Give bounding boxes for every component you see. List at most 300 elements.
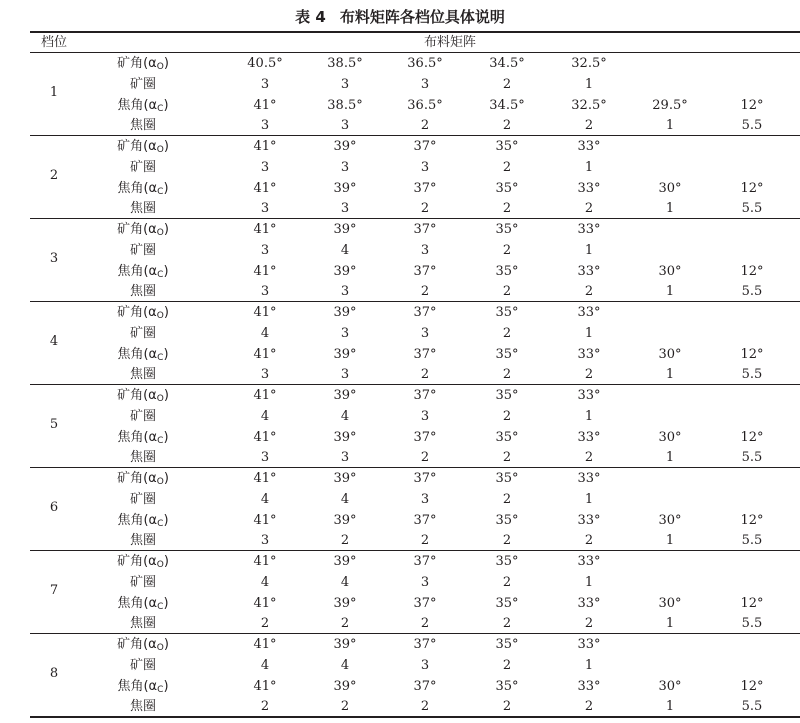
matrix-cell: 39° [333, 554, 357, 569]
matrix-cell: 5.5 [741, 367, 763, 383]
matrix-cell: 33° [577, 429, 601, 445]
matrix-cell: 3 [260, 159, 270, 175]
matrix-cell: 4 [340, 491, 350, 507]
matrix-cell: 4 [260, 408, 270, 424]
row-label-subscript: C [157, 601, 164, 612]
gear-number: 4 [49, 333, 59, 349]
matrix-cell: 37° [413, 678, 437, 694]
matrix-cell: 37° [413, 429, 437, 445]
matrix-cell: 2 [420, 699, 430, 715]
matrix-cell: 1 [584, 657, 594, 673]
matrix-cell: 34.5° [489, 97, 525, 113]
matrix-cell: 3 [260, 533, 270, 549]
matrix-cell: 41° [253, 429, 277, 445]
matrix-cell: 39° [333, 512, 357, 528]
row-label-text: 焦圈 [129, 201, 157, 217]
matrix-cell: 2 [260, 616, 270, 632]
matrix-cell: 37° [413, 512, 437, 528]
row-label-text: 矿角(α [117, 471, 157, 486]
gear-number: 8 [49, 665, 59, 681]
row-label-subscript: C [157, 103, 164, 114]
row-label-paren: ) [163, 305, 169, 320]
row-label-paren: ) [163, 56, 169, 71]
matrix-cell: 38.5° [327, 97, 363, 113]
row-label-coke-ring [130, 533, 156, 549]
matrix-cell: 2 [502, 325, 512, 341]
row-label-coke-ring [130, 699, 156, 715]
matrix-cell: 33° [577, 139, 601, 154]
row-label-ore-ring [130, 243, 156, 259]
matrix-cell: 3 [340, 367, 350, 383]
gear-number: 1 [49, 84, 59, 100]
matrix-cell: 1 [584, 408, 594, 424]
matrix-cell: 2 [584, 450, 594, 466]
group-rule [30, 467, 800, 468]
matrix-cell: 35° [495, 429, 519, 445]
row-label-coke-ring [130, 284, 156, 300]
row-label-ore-angle [117, 554, 169, 573]
matrix-cell: 3 [340, 325, 350, 341]
matrix-cell: 33° [577, 512, 601, 528]
row-label-coke-angle [117, 181, 168, 200]
matrix-cell: 3 [260, 367, 270, 383]
matrix-cell: 39° [333, 471, 357, 486]
row-label-ore-ring [130, 326, 156, 342]
row-label-text: 焦角(α [117, 263, 158, 279]
matrix-cell: 37° [413, 263, 437, 279]
matrix-cell: 12° [740, 97, 764, 113]
matrix-cell: 2 [502, 657, 512, 673]
row-label-coke-angle [117, 513, 168, 532]
row-label-ore-ring [130, 492, 156, 508]
matrix-cell: 3 [420, 76, 430, 92]
row-label-paren: ) [163, 678, 169, 694]
matrix-cell: 2 [502, 450, 512, 466]
matrix-cell: 2 [502, 284, 512, 300]
matrix-cell: 2 [420, 450, 430, 466]
matrix-cell: 2 [420, 616, 430, 632]
row-label-ore-angle [117, 139, 169, 158]
row-label-text: 矿圈 [129, 491, 157, 507]
matrix-cell: 37° [413, 554, 437, 569]
row-label-ore-ring [130, 160, 156, 176]
matrix-cell: 37° [413, 595, 437, 611]
matrix-cell: 2 [502, 76, 512, 92]
matrix-cell: 33° [577, 595, 601, 611]
matrix-cell: 39° [333, 263, 357, 279]
row-label-coke-angle [117, 347, 168, 366]
matrix-cell: 35° [495, 305, 519, 320]
matrix-cell: 35° [495, 637, 519, 652]
row-label-coke-angle [117, 596, 168, 615]
matrix-cell: 35° [495, 595, 519, 611]
matrix-cell: 12° [740, 595, 764, 611]
row-label-text: 矿角(α [117, 388, 157, 403]
row-label-subscript: C [157, 186, 164, 197]
row-label-text: 矿圈 [129, 159, 157, 175]
matrix-cell: 4 [260, 325, 270, 341]
row-label-paren: ) [163, 139, 169, 154]
matrix-cell: 41° [253, 305, 277, 320]
matrix-cell: 41° [253, 180, 277, 196]
matrix-cell: 41° [253, 637, 277, 652]
row-label-paren: ) [163, 471, 169, 486]
matrix-cell: 37° [413, 637, 437, 652]
row-label-text: 矿角(α [117, 222, 157, 237]
row-label-subscript: O [156, 228, 164, 238]
matrix-cell: 2 [502, 201, 512, 217]
matrix-cell: 2 [584, 118, 594, 134]
row-label-text: 焦圈 [129, 284, 157, 300]
matrix-cell: 2 [584, 201, 594, 217]
row-label-coke-ring [130, 201, 156, 217]
header-matrix: 布料矩阵 [423, 35, 477, 50]
matrix-cell: 33° [577, 554, 601, 569]
matrix-cell: 3 [340, 118, 350, 134]
matrix-cell: 3 [420, 242, 430, 258]
row-label-ore-ring [130, 575, 156, 591]
matrix-cell: 5.5 [741, 284, 763, 300]
row-label-text: 矿角(α [117, 305, 157, 320]
matrix-cell: 39° [333, 222, 357, 237]
group-rule [30, 633, 800, 634]
row-label-paren: ) [163, 263, 169, 279]
matrix-cell: 3 [340, 450, 350, 466]
row-label-text: 矿圈 [129, 76, 157, 92]
matrix-cell: 34.5° [489, 56, 525, 71]
row-label-text: 焦角(α [117, 429, 158, 445]
matrix-cell: 2 [420, 284, 430, 300]
matrix-cell: 30° [658, 429, 682, 445]
matrix-cell: 3 [420, 325, 430, 341]
matrix-cell: 1 [584, 491, 594, 507]
row-label-coke-angle [117, 264, 168, 283]
row-label-coke-ring [130, 367, 156, 383]
matrix-cell: 35° [495, 471, 519, 486]
matrix-cell: 1 [584, 159, 594, 175]
matrix-cell: 3 [420, 408, 430, 424]
matrix-cell: 3 [340, 76, 350, 92]
row-label-text: 焦圈 [129, 118, 157, 134]
matrix-cell: 1 [665, 118, 675, 134]
row-label-subscript: O [156, 477, 164, 487]
gear-number: 3 [49, 250, 59, 266]
matrix-cell: 39° [333, 429, 357, 445]
matrix-cell: 38.5° [327, 56, 363, 71]
matrix-cell: 4 [340, 242, 350, 258]
matrix-cell: 30° [658, 180, 682, 196]
matrix-cell: 12° [740, 180, 764, 196]
matrix-cell: 39° [333, 346, 357, 362]
matrix-cell: 4 [260, 491, 270, 507]
matrix-cell: 33° [577, 305, 601, 320]
matrix-cell: 1 [665, 201, 675, 217]
row-label-paren: ) [163, 97, 169, 113]
row-label-ore-ring [130, 658, 156, 674]
row-label-subscript: O [156, 62, 164, 72]
row-label-text: 焦角(α [117, 97, 158, 113]
matrix-cell: 2 [584, 284, 594, 300]
matrix-cell: 12° [740, 346, 764, 362]
matrix-cell: 33° [577, 388, 601, 403]
matrix-cell: 35° [495, 346, 519, 362]
matrix-cell: 39° [333, 678, 357, 694]
row-label-subscript: C [157, 352, 164, 363]
row-label-subscript: O [156, 311, 164, 321]
row-label-text: 焦圈 [129, 367, 157, 383]
matrix-cell: 36.5° [407, 56, 443, 71]
matrix-cell: 2 [584, 367, 594, 383]
header-gear: 档位 [40, 35, 68, 50]
matrix-cell: 41° [253, 388, 277, 403]
row-label-ore-angle [117, 471, 169, 490]
row-label-ore-angle [117, 388, 169, 407]
row-label-subscript: C [157, 435, 164, 446]
row-label-subscript: O [156, 560, 164, 570]
row-label-coke-ring [130, 450, 156, 466]
matrix-cell: 29.5° [652, 97, 688, 113]
row-label-ore-angle [117, 222, 169, 241]
row-label-paren: ) [163, 554, 169, 569]
matrix-cell: 32.5° [571, 97, 607, 113]
matrix-cell: 39° [333, 180, 357, 196]
header-rule [30, 52, 800, 53]
group-rule [30, 135, 800, 136]
matrix-cell: 39° [333, 139, 357, 154]
matrix-cell: 3 [340, 284, 350, 300]
matrix-cell: 3 [420, 657, 430, 673]
matrix-cell: 33° [577, 471, 601, 486]
matrix-cell: 12° [740, 678, 764, 694]
matrix-cell: 1 [665, 450, 675, 466]
matrix-cell: 3 [260, 76, 270, 92]
row-label-subscript: O [156, 643, 164, 653]
matrix-cell: 2 [340, 616, 350, 632]
matrix-cell: 5.5 [741, 533, 763, 549]
matrix-cell: 4 [340, 574, 350, 590]
matrix-cell: 35° [495, 180, 519, 196]
row-label-text: 焦角(α [117, 512, 158, 528]
matrix-cell: 39° [333, 595, 357, 611]
matrix-cell: 2 [502, 491, 512, 507]
matrix-cell: 2 [584, 616, 594, 632]
matrix-cell: 37° [413, 180, 437, 196]
row-label-text: 焦角(α [117, 595, 158, 611]
row-label-text: 焦圈 [129, 450, 157, 466]
matrix-cell: 12° [740, 263, 764, 279]
matrix-cell: 2 [502, 367, 512, 383]
matrix-cell: 2 [340, 533, 350, 549]
matrix-cell: 41° [253, 222, 277, 237]
row-label-paren: ) [163, 429, 169, 445]
matrix-cell: 37° [413, 471, 437, 486]
gear-number: 5 [49, 416, 59, 432]
row-label-text: 焦角(α [117, 180, 158, 196]
row-label-coke-angle [117, 679, 168, 698]
row-label-text: 矿圈 [129, 574, 157, 590]
matrix-cell: 2 [502, 533, 512, 549]
matrix-cell: 39° [333, 388, 357, 403]
gear-number: 2 [49, 167, 59, 183]
matrix-cell: 5.5 [741, 118, 763, 134]
matrix-cell: 41° [253, 263, 277, 279]
matrix-cell: 39° [333, 305, 357, 320]
row-label-text: 焦圈 [129, 533, 157, 549]
matrix-cell: 4 [340, 408, 350, 424]
matrix-cell: 30° [658, 678, 682, 694]
table-number: 表 4 [295, 8, 326, 26]
matrix-cell: 2 [420, 533, 430, 549]
matrix-cell: 1 [584, 574, 594, 590]
row-label-text: 焦角(α [117, 346, 158, 362]
row-label-paren: ) [163, 222, 169, 237]
matrix-cell: 37° [413, 346, 437, 362]
row-label-paren: ) [163, 595, 169, 611]
matrix-cell: 41° [253, 97, 277, 113]
matrix-cell: 3 [260, 201, 270, 217]
matrix-cell: 2 [502, 574, 512, 590]
row-label-text: 矿角(α [117, 637, 157, 652]
row-label-coke-angle [117, 98, 168, 117]
matrix-cell: 2 [502, 118, 512, 134]
row-label-coke-ring [130, 616, 156, 632]
matrix-cell: 35° [495, 678, 519, 694]
matrix-cell: 35° [495, 554, 519, 569]
matrix-cell: 1 [584, 76, 594, 92]
matrix-cell: 33° [577, 222, 601, 237]
matrix-cell: 2 [420, 367, 430, 383]
matrix-cell: 2 [584, 533, 594, 549]
matrix-cell: 5.5 [741, 201, 763, 217]
matrix-cell: 3 [420, 491, 430, 507]
matrix-cell: 32.5° [571, 56, 607, 71]
matrix-cell: 2 [502, 616, 512, 632]
matrix-cell: 41° [253, 139, 277, 154]
group-rule [30, 550, 800, 551]
matrix-cell: 1 [665, 699, 675, 715]
row-label-paren: ) [163, 512, 169, 528]
matrix-cell: 2 [502, 242, 512, 258]
row-label-subscript: O [156, 394, 164, 404]
row-label-subscript: C [157, 684, 164, 695]
matrix-cell: 5.5 [741, 450, 763, 466]
row-label-text: 焦圈 [129, 699, 157, 715]
matrix-cell: 36.5° [407, 97, 443, 113]
matrix-cell: 1 [584, 325, 594, 341]
row-label-ore-angle [117, 56, 169, 75]
matrix-cell: 41° [253, 346, 277, 362]
row-label-text: 焦圈 [129, 616, 157, 632]
matrix-cell: 33° [577, 263, 601, 279]
matrix-cell: 2 [502, 159, 512, 175]
matrix-cell: 35° [495, 139, 519, 154]
matrix-cell: 1 [665, 367, 675, 383]
matrix-cell: 2 [502, 408, 512, 424]
row-label-ore-angle [117, 305, 169, 324]
matrix-cell: 1 [665, 616, 675, 632]
row-label-text: 矿角(α [117, 56, 157, 71]
matrix-cell: 30° [658, 512, 682, 528]
group-rule [30, 384, 800, 385]
matrix-cell: 3 [420, 159, 430, 175]
matrix-cell: 4 [260, 657, 270, 673]
matrix-cell: 3 [260, 450, 270, 466]
matrix-cell: 41° [253, 554, 277, 569]
row-label-subscript: C [157, 518, 164, 529]
matrix-cell: 35° [495, 512, 519, 528]
row-label-text: 焦角(α [117, 678, 158, 694]
matrix-cell: 12° [740, 512, 764, 528]
matrix-cell: 2 [260, 699, 270, 715]
row-label-text: 矿角(α [117, 139, 157, 154]
row-label-text: 矿角(α [117, 554, 157, 569]
matrix-cell: 5.5 [741, 616, 763, 632]
matrix-cell: 2 [420, 118, 430, 134]
row-label-subscript: O [156, 145, 164, 155]
matrix-cell: 30° [658, 263, 682, 279]
matrix-cell: 40.5° [247, 56, 283, 71]
matrix-cell: 35° [495, 388, 519, 403]
matrix-cell: 4 [340, 657, 350, 673]
matrix-cell: 3 [260, 118, 270, 134]
top-rule [30, 31, 800, 33]
matrix-cell: 1 [665, 533, 675, 549]
table-title: 布料矩阵各档位具体说明 [339, 8, 505, 26]
matrix-cell: 3 [420, 574, 430, 590]
matrix-cell: 37° [413, 139, 437, 154]
matrix-cell: 41° [253, 512, 277, 528]
matrix-cell: 41° [253, 678, 277, 694]
row-label-paren: ) [163, 388, 169, 403]
matrix-cell: 37° [413, 305, 437, 320]
matrix-cell: 41° [253, 595, 277, 611]
matrix-cell: 2 [420, 201, 430, 217]
group-rule [30, 301, 800, 302]
matrix-cell: 2 [584, 699, 594, 715]
matrix-cell: 30° [658, 595, 682, 611]
row-label-text: 矿圈 [129, 325, 157, 341]
row-label-ore-angle [117, 637, 169, 656]
matrix-cell: 3 [340, 159, 350, 175]
row-label-ore-ring [130, 77, 156, 93]
matrix-cell: 12° [740, 429, 764, 445]
matrix-cell: 1 [665, 284, 675, 300]
row-label-subscript: C [157, 269, 164, 280]
matrix-cell: 3 [260, 284, 270, 300]
row-label-text: 矿圈 [129, 408, 157, 424]
matrix-cell: 2 [502, 699, 512, 715]
row-label-paren: ) [163, 346, 169, 362]
matrix-cell: 35° [495, 263, 519, 279]
matrix-cell: 30° [658, 346, 682, 362]
row-label-ore-ring [130, 409, 156, 425]
matrix-cell: 33° [577, 346, 601, 362]
bottom-rule [30, 716, 800, 718]
matrix-cell: 1 [584, 242, 594, 258]
row-label-coke-angle [117, 430, 168, 449]
matrix-cell: 41° [253, 471, 277, 486]
row-label-text: 矿圈 [129, 242, 157, 258]
table-caption [0, 6, 800, 27]
matrix-cell: 37° [413, 388, 437, 403]
matrix-cell: 2 [340, 699, 350, 715]
matrix-cell: 3 [260, 242, 270, 258]
matrix-cell: 33° [577, 637, 601, 652]
matrix-cell: 4 [260, 574, 270, 590]
matrix-cell: 39° [333, 637, 357, 652]
matrix-cell: 37° [413, 222, 437, 237]
matrix-cell: 35° [495, 222, 519, 237]
